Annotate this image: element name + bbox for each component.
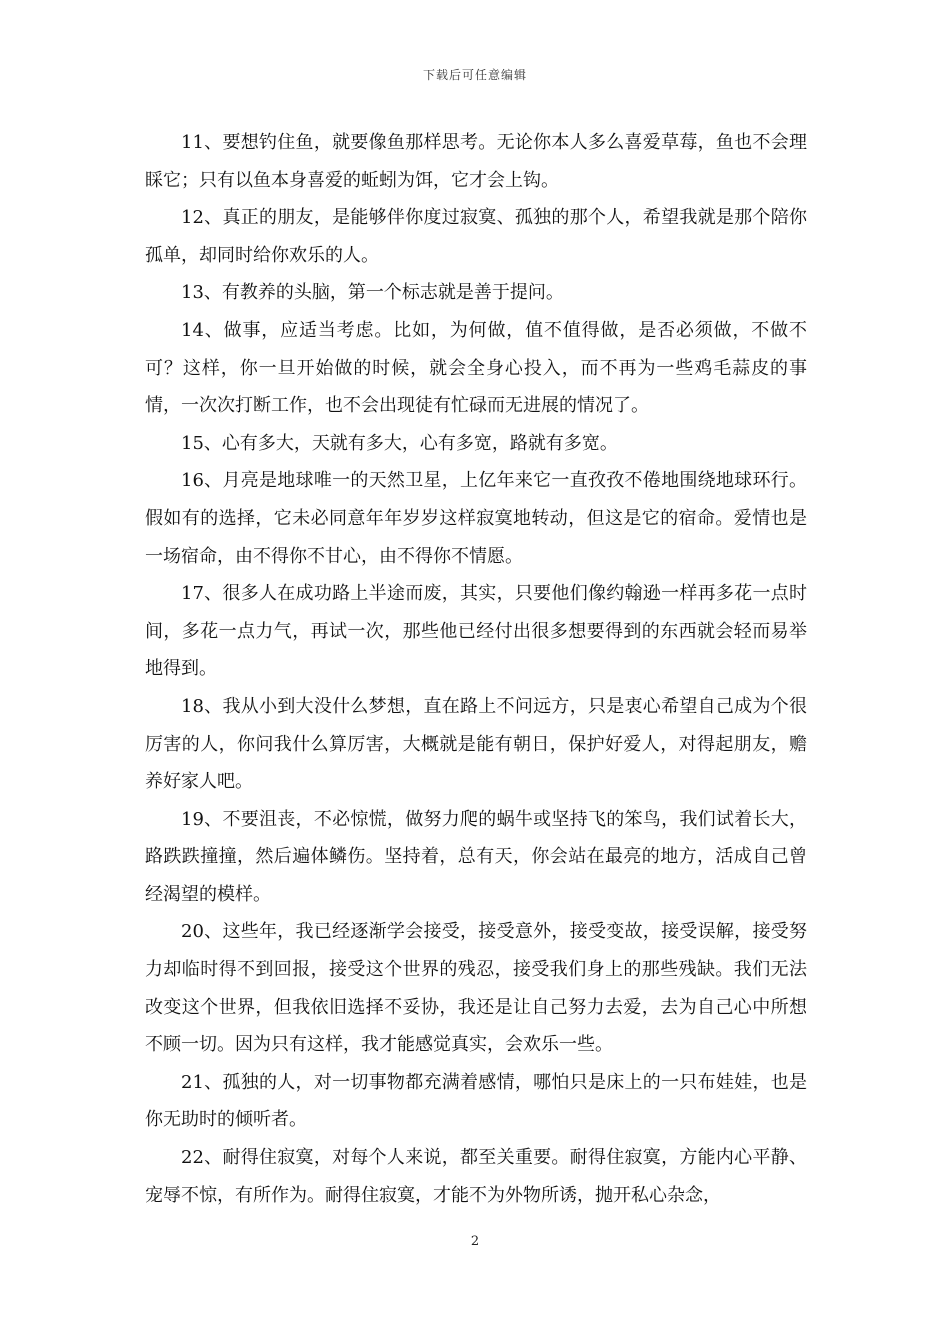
paragraph-21: 21、孤独的人，对一切事物都充满着感情，哪怕只是床上的一只布娃娃，也是你无助时的倾听者。 [145,1071,807,1131]
paragraph-19: 19、不要沮丧，不必惊慌，做努力爬的蜗牛或坚持飞的笨鸟，我们试着长大，路跌跌撞撞，然后遍体鳞伤。坚持着，总有天，你会站在最亮的地方，活成自己曾经渴望的模样。 [145,808,807,905]
paragraph-17: 17、很多人在成功路上半途而废，其实，只要他们像约翰逊一样再多花一点时间，多花一点力气，再试一次，那些他已经付出很多想要得到的东西就会轻而易举地得到。 [145,583,807,680]
paragraph-16: 16、月亮是地球唯一的天然卫星，上亿年来它一直孜孜不倦地围绕地球环行。假如有的选择，它未必同意年年岁岁这样寂寞地转动，但这是它的宿命。爱情也是一场宿命，由不得你不甘心，由不得你不情愿。 [145,470,807,567]
page-header-note: 下载后可任意编辑 [422,68,527,82]
paragraph-11: 11、要想钓住鱼，就要像鱼那样思考。无论你本人多么喜爱草莓，鱼也不会理睬它；只有以鱼本身喜爱的蚯蚓为饵，它才会上钩。 [145,132,807,191]
page-number: 2 [470,1234,480,1249]
paragraph-22: 22、耐得住寂寞，对每个人来说，都至关重要。耐得住寂寞，方能内心平静、宠辱不惊，有所作为。耐得住寂寞，才能不为外物所诱，抛开私心杂念， [145,1147,807,1206]
paragraph-18: 18、我从小到大没什么梦想，直在路上不问远方，只是衷心希望自己成为个很厉害的人，你问我什么算厉害，大概就是能有朝日，保护好爱人，对得起朋友，赡养好家人吧。 [145,695,807,793]
paragraph-20: 20、这些年，我已经逐渐学会接受，接受意外，接受变故，接受误解，接受努力却临时得不到回报，接受这个世界的残忍，接受我们身上的那些残缺。我们无法改变这个世界，但我依旧选择不妥协，我还是让自己努力去爱，去为自己心中所想不顾一切。因为只有这样，我才能感觉真实，会欢乐一些。 [145,921,807,1056]
paragraph-15: 15、心有多大，天就有多大，心有多宽，路就有多宽。 [181,432,618,454]
paragraph-14: 14、做事，应适当考虑。比如，为何做，值不值得做，是否必须做，不做不可？这样，你一旦开始做的时候，就会全身心投入，而不再为一些鸡毛蒜皮的事情，一次次打断工作，也不会出现徒有忙碌而无进展的情况了。 [145,319,807,417]
document-body [145,124,807,1214]
paragraph-13: 13、有教养的头脑，第一个标志就是善于提问。 [181,282,564,304]
paragraph-12: 12、真正的朋友，是能够伴你度过寂寞、孤独的那个人，希望我就是那个陪你孤单，却同时给你欢乐的人。 [145,207,807,266]
